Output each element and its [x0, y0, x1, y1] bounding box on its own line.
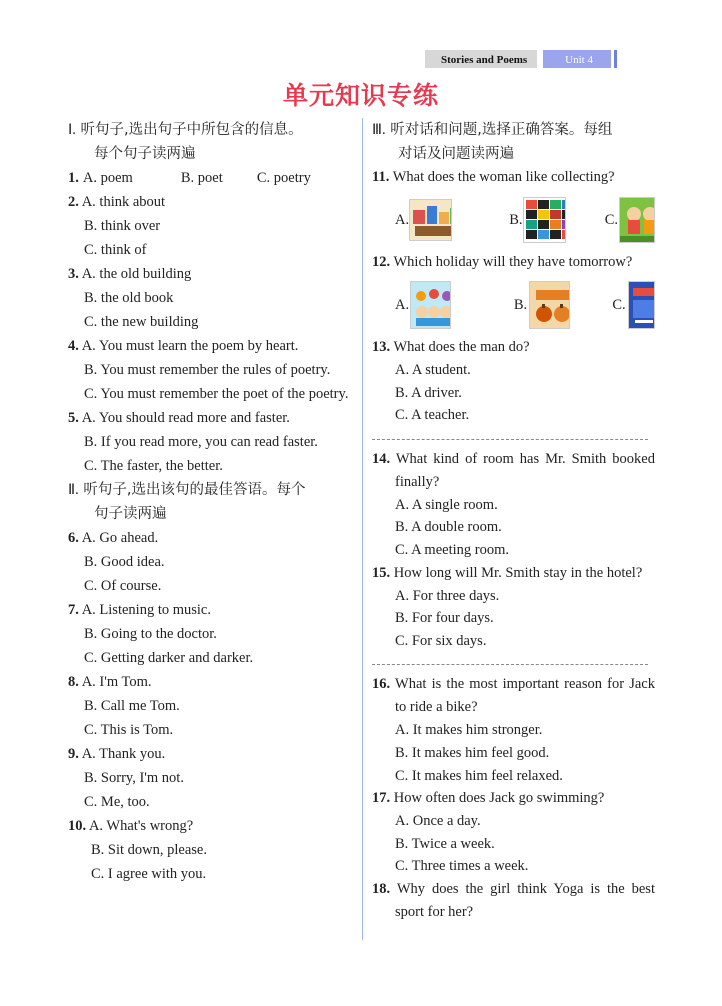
question-number: 16.: [372, 676, 391, 693]
option-c[interactable]: C. For six days.: [395, 632, 487, 649]
question-17: [372, 787, 655, 810]
section-numeral: Ⅰ.: [68, 122, 76, 138]
option-c[interactable]: C. A teacher.: [395, 407, 470, 424]
option-a[interactable]: A. For three days.: [395, 587, 500, 604]
question-number: 5.: [68, 410, 79, 426]
question-12-image-options: [372, 274, 655, 336]
option-a-label[interactable]: A.: [395, 211, 410, 228]
question-number: 1.: [68, 170, 79, 186]
stamp-collection-image[interactable]: [523, 197, 566, 243]
option-c[interactable]: C. It makes him feel relaxed.: [395, 767, 563, 784]
question-text: What does the man do?: [393, 339, 530, 355]
question-6: [68, 526, 356, 550]
question-number: 10.: [68, 818, 87, 834]
question-7: [68, 598, 356, 622]
dotted-separator: [372, 664, 648, 665]
unit-label: Unit 4: [543, 50, 611, 68]
option-b-label[interactable]: B.: [513, 296, 528, 313]
section-1-heading: [68, 118, 356, 166]
question-14: [372, 448, 655, 494]
option-a[interactable]: A. Listening to music.: [81, 602, 211, 618]
section-2-heading: [68, 478, 356, 526]
option-a[interactable]: A. You should read more and faster.: [81, 410, 290, 426]
option-b[interactable]: B. the old book: [84, 290, 174, 306]
option-c[interactable]: C. This is Tom.: [84, 722, 174, 738]
question-number: 18.: [372, 880, 391, 897]
option-c-label[interactable]: C.: [612, 296, 626, 313]
question-text: How often does Jack go swimming?: [393, 790, 605, 807]
option-a[interactable]: A. the old building: [81, 266, 192, 282]
section-3-heading: [372, 118, 655, 166]
question-text: Which holiday will they have tomorrow?: [393, 254, 633, 270]
dolls-image[interactable]: [619, 197, 655, 243]
book-cover-image[interactable]: [628, 281, 655, 329]
option-a[interactable]: A. Go ahead.: [81, 530, 159, 546]
section-instruction-cont: 对话及问题读两遍: [398, 146, 514, 162]
option-a[interactable]: A. It makes him stronger.: [395, 722, 543, 739]
question-number: 4.: [68, 338, 79, 354]
option-b[interactable]: B. It makes him feel good.: [395, 744, 550, 761]
section-instruction: 听句子,选出该句的最佳答语。每个: [83, 482, 306, 498]
question-18: [372, 878, 655, 924]
question-9: [68, 742, 356, 766]
option-c-label[interactable]: C.: [604, 211, 618, 228]
question-text: What kind of room has Mr. Smith booked finally?: [395, 450, 655, 490]
option-a[interactable]: A. think about: [81, 194, 166, 210]
option-b[interactable]: B. A double room.: [395, 519, 502, 536]
question-3: [68, 262, 356, 286]
question-13: [372, 336, 655, 359]
toy-collection-image[interactable]: [409, 199, 452, 241]
option-a[interactable]: A. What's wrong?: [88, 818, 194, 834]
option-a[interactable]: A. poem: [82, 170, 133, 186]
option-c[interactable]: C. poetry: [256, 170, 311, 186]
option-c[interactable]: C. think of: [84, 242, 147, 258]
right-column: [372, 118, 655, 924]
question-number: 6.: [68, 530, 79, 546]
option-a[interactable]: A. Thank you.: [81, 746, 166, 762]
section-instruction-cont: 句子读两遍: [94, 506, 167, 522]
question-number: 8.: [68, 674, 79, 690]
question-number: 12.: [372, 254, 391, 270]
page-title: 单元知识专练: [282, 81, 439, 110]
option-c[interactable]: C. Getting darker and darker.: [84, 650, 254, 666]
page-header: [425, 50, 617, 68]
option-c[interactable]: C. I agree with you.: [91, 866, 207, 882]
question-4: [68, 334, 356, 358]
question-number: 9.: [68, 746, 79, 762]
dotted-separator: [372, 439, 648, 440]
question-number: 15.: [372, 564, 391, 581]
question-text: Why does the girl think Yoga is the best sport for her?: [395, 880, 655, 920]
option-b[interactable]: B. You must remember the rules of poetry.: [84, 362, 331, 378]
option-c[interactable]: C. The faster, the better.: [84, 458, 223, 474]
question-number: 17.: [372, 790, 391, 807]
section-numeral: Ⅲ.: [372, 122, 386, 138]
option-a[interactable]: A. Once a day.: [395, 813, 481, 830]
option-b[interactable]: B. Good idea.: [84, 554, 165, 570]
question-12: [372, 251, 655, 274]
question-5: [68, 406, 356, 430]
question-16: [372, 673, 655, 719]
question-2: [68, 190, 356, 214]
option-b[interactable]: B. think over: [84, 218, 161, 234]
header-accent-bar: [614, 50, 617, 68]
option-b[interactable]: B. A driver.: [395, 384, 462, 401]
question-number: 3.: [68, 266, 79, 282]
option-b[interactable]: B. For four days.: [395, 610, 494, 627]
section-instruction: 听句子,选出句子中所包含的信息。: [80, 122, 303, 138]
option-b[interactable]: B. Sit down, please.: [91, 842, 207, 858]
halloween-image[interactable]: [529, 281, 570, 329]
question-number: 11.: [372, 169, 390, 185]
option-b[interactable]: B. Call me Tom.: [84, 698, 180, 714]
option-a[interactable]: A. A single room.: [395, 496, 498, 513]
option-a[interactable]: A. I'm Tom.: [81, 674, 152, 690]
question-10: [68, 814, 356, 886]
question-8: [68, 670, 356, 694]
question-number: 13.: [372, 339, 391, 355]
column-divider: [362, 118, 363, 940]
option-c[interactable]: C. Of course.: [84, 578, 162, 594]
question-11-image-options: [372, 189, 655, 251]
section-instruction: 听对话和问题,选择正确答案。每组: [390, 122, 613, 138]
section-numeral: Ⅱ.: [68, 482, 79, 498]
option-b[interactable]: B. poet: [180, 170, 223, 186]
question-15: [372, 562, 655, 585]
option-a-label[interactable]: A.: [395, 296, 410, 313]
childrens-day-image[interactable]: [410, 281, 451, 329]
question-text: What does the woman like collecting?: [392, 169, 615, 185]
option-b[interactable]: B. Twice a week.: [395, 835, 495, 852]
section-instruction-cont: 每个句子读两遍: [94, 146, 196, 162]
option-b[interactable]: B. Going to the doctor.: [84, 626, 217, 642]
option-c[interactable]: C. A meeting room.: [395, 541, 509, 558]
option-a[interactable]: A. A student.: [395, 362, 471, 378]
question-text: What is the most important reason for Jack to ride a bike?: [395, 676, 655, 716]
question-number: 14.: [372, 450, 391, 467]
option-b-label[interactable]: B.: [509, 211, 523, 228]
option-c[interactable]: C. Three times a week.: [395, 858, 529, 875]
question-text: How long will Mr. Smith stay in the hotel?: [393, 564, 643, 581]
question-number: 2.: [68, 194, 79, 210]
series-label: Stories and Poems: [425, 50, 537, 68]
option-c[interactable]: C. Me, too.: [84, 794, 150, 810]
question-11: [372, 166, 655, 189]
question-number: 7.: [68, 602, 79, 618]
option-c[interactable]: C. You must remember the poet of the poetry.: [84, 386, 349, 402]
option-b[interactable]: B. Sorry, I'm not.: [84, 770, 184, 786]
option-c[interactable]: C. the new building: [84, 314, 199, 330]
option-b[interactable]: B. If you read more, you can read faster.: [84, 434, 318, 450]
left-column: [68, 118, 356, 886]
question-1: [68, 166, 356, 190]
option-a[interactable]: A. You must learn the poem by heart.: [81, 338, 299, 354]
